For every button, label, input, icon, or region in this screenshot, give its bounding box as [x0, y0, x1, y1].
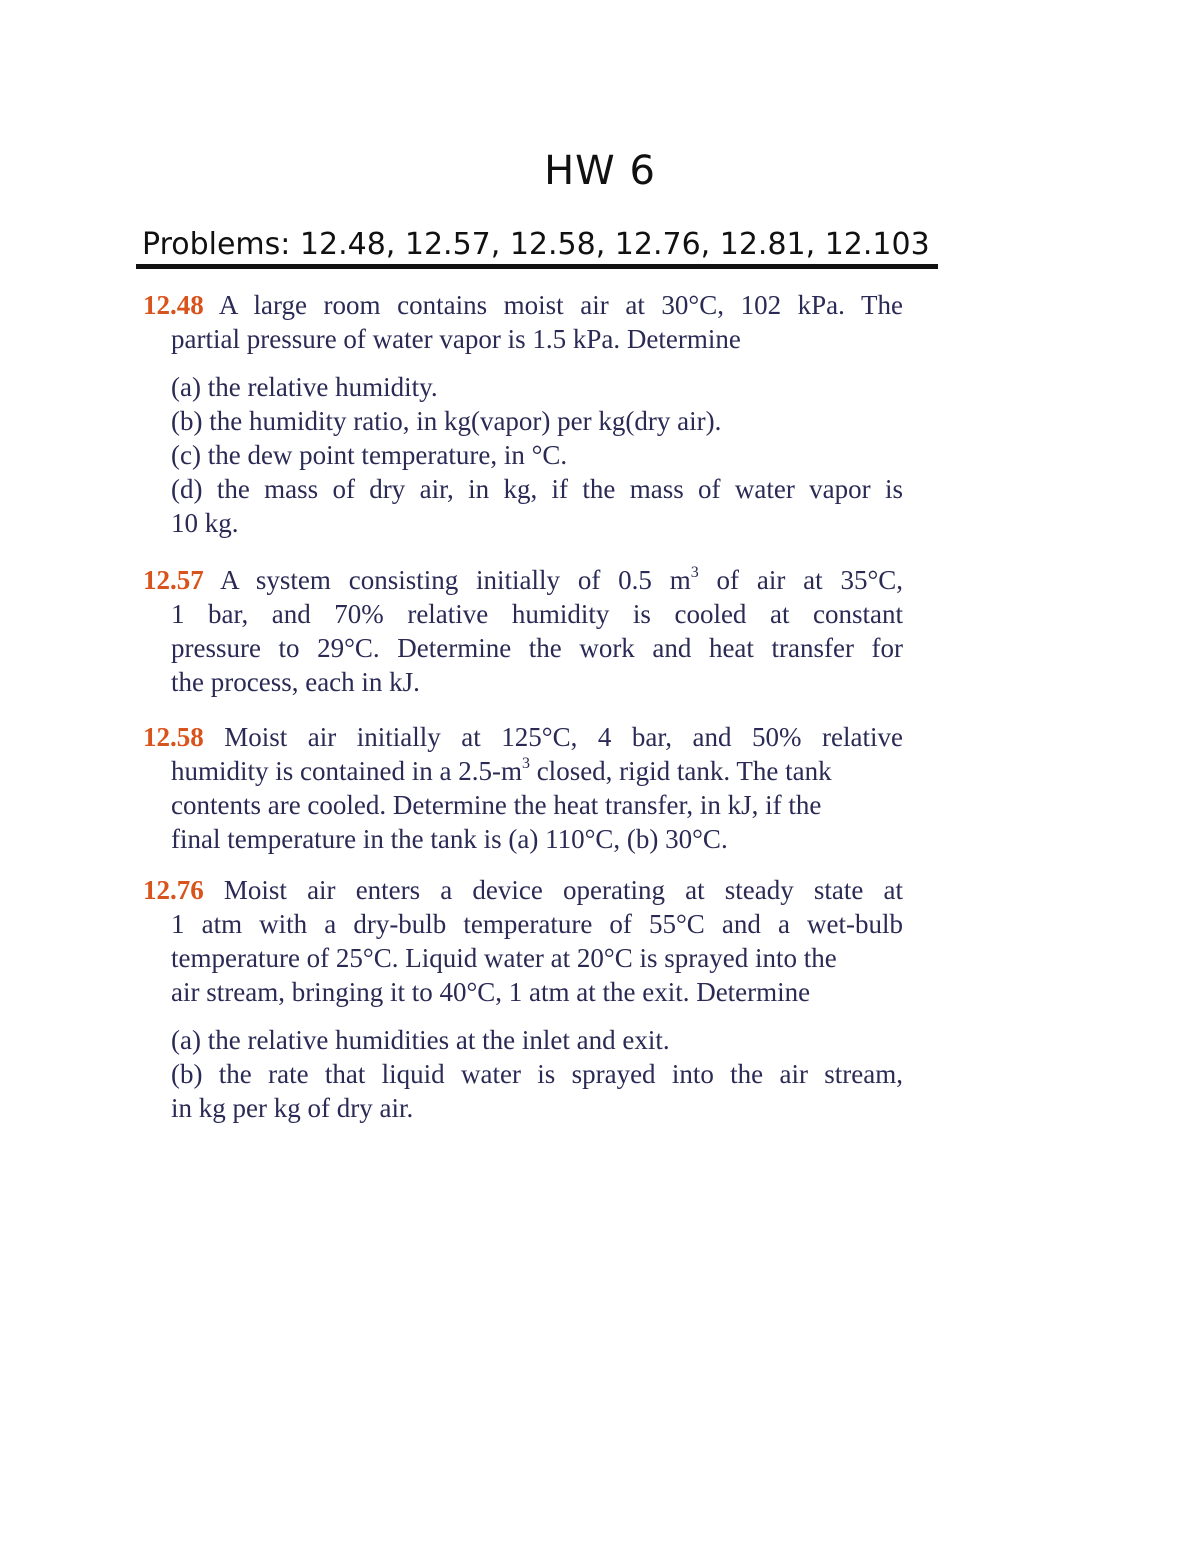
problem-text: humidity is contained in a 2.5-m — [171, 756, 522, 786]
problem-12-76 — [143, 873, 903, 1125]
problem-text: A system consisting initially of 0.5 m — [220, 565, 691, 595]
problem-number: 12.57 — [143, 565, 204, 595]
part-c: (c) the dew point temperature, in °C. — [171, 440, 568, 470]
problem-12-48 — [143, 288, 903, 540]
problem-number: 12.58 — [143, 722, 204, 752]
problems-list: Problems: 12.48, 12.57, 12.58, 12.76, 12.81, 12.103 — [142, 227, 930, 262]
problem-parts — [143, 370, 903, 540]
problem-parts — [143, 1023, 903, 1125]
problem-first-line — [143, 720, 903, 754]
problem-text: pressure to 29°C. Determine the work and heat transfer for — [171, 633, 903, 663]
page-title: HW 6 — [544, 148, 656, 194]
problem-text: contents are cooled. Determine the heat transfer, in kJ, if the — [171, 790, 822, 820]
part-d: (d) the mass of dry air, in kg, if the mass of water vapor is — [171, 474, 903, 504]
problem-text: final temperature in the tank is (a) 110°C, (b) 30°C. — [171, 824, 728, 854]
problem-text: Moist air initially at 125°C, 4 bar, and 50% relative — [224, 722, 903, 752]
part-b-continued: in kg per kg of dry air. — [171, 1093, 414, 1123]
problem-first-line — [143, 563, 903, 597]
problem-text: partial pressure of water vapor is 1.5 kPa. Determine — [171, 324, 741, 354]
problem-text: 1 bar, and 70% relative humidity is cooled at constant — [171, 599, 903, 629]
part-d-continued: 10 kg. — [171, 508, 239, 538]
part-a: (a) the relative humidities at the inlet and exit. — [171, 1025, 670, 1055]
problem-number: 12.48 — [143, 290, 204, 320]
problem-first-line — [143, 873, 903, 907]
problem-text: of air at 35°C, — [716, 565, 904, 595]
superscript: 3 — [521, 755, 530, 772]
problem-12-57 — [143, 563, 903, 699]
problem-text: Moist air enters a device operating at steady state at — [223, 875, 904, 905]
superscript: 3 — [690, 564, 699, 581]
problem-number: 12.76 — [143, 875, 204, 905]
part-a: (a) the relative humidity. — [171, 372, 438, 402]
problem-text: A large room contains moist air at 30°C, 102 kPa. The — [218, 290, 903, 320]
problem-12-58 — [143, 720, 903, 856]
problem-text — [143, 754, 903, 788]
problem-text: closed, rigid tank. The tank — [529, 756, 832, 786]
problem-text: 1 atm with a dry-bulb temperature of 55°C and a wet-bulb — [171, 909, 903, 939]
problem-first-line — [143, 288, 903, 322]
problem-text: temperature of 25°C. Liquid water at 20°C is sprayed into the — [171, 943, 837, 973]
heading-underline — [136, 264, 938, 269]
problem-text: the process, each in kJ. — [171, 667, 420, 697]
part-b: (b) the rate that liquid water is sprayed into the air stream, — [171, 1059, 903, 1089]
part-b: (b) the humidity ratio, in kg(vapor) per kg(dry air). — [171, 406, 722, 436]
problem-text: air stream, bringing it to 40°C, 1 atm at the exit. Determine — [171, 977, 811, 1007]
